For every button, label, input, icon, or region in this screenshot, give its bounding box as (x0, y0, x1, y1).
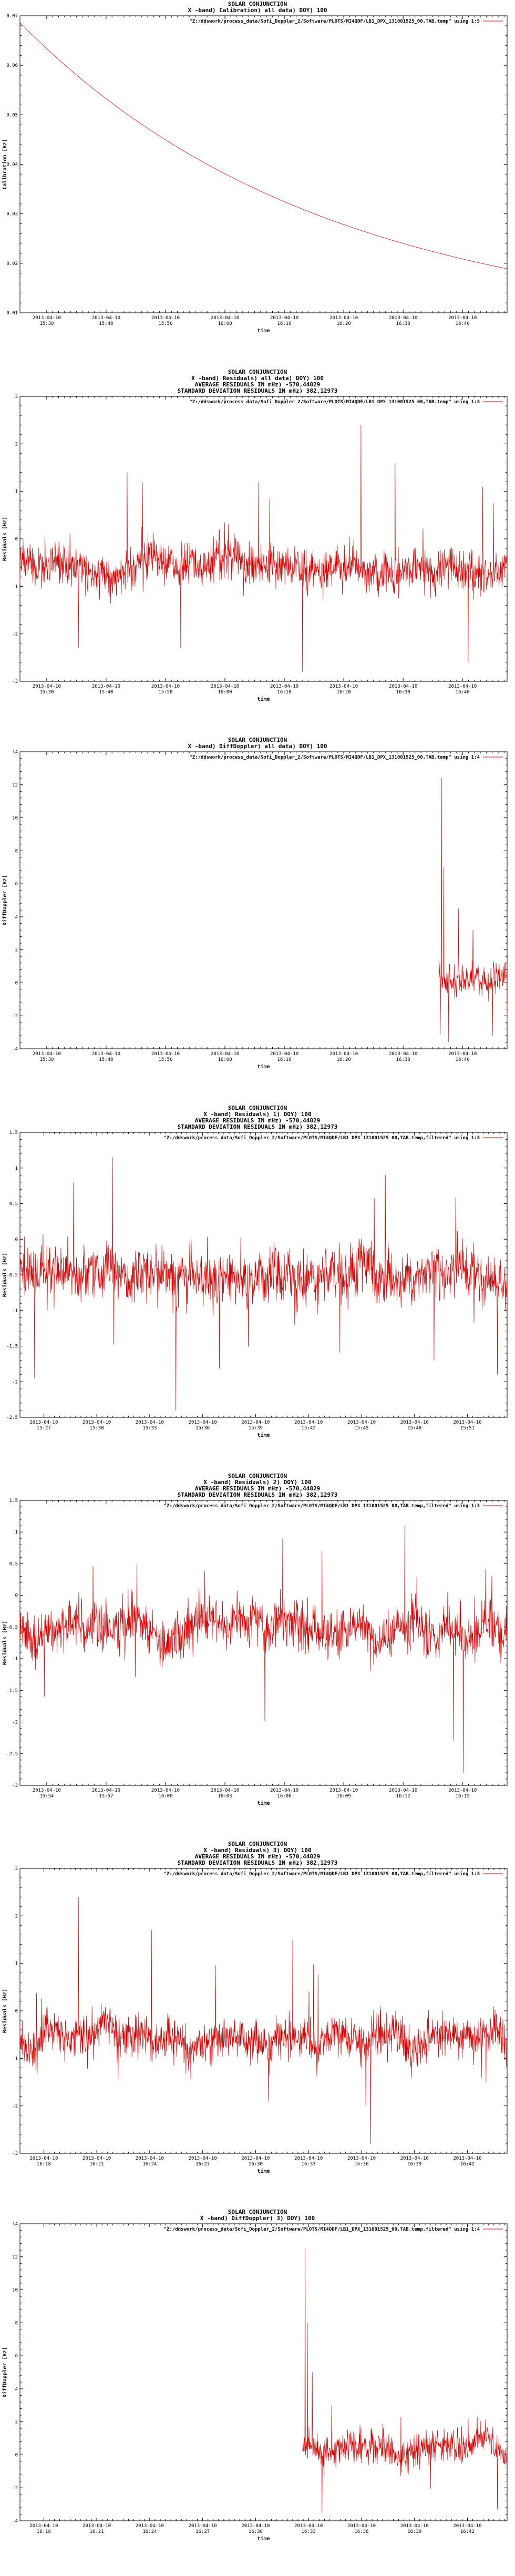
x-tick-date: 2013-04-10 (210, 1788, 240, 1793)
y-tick-label: -2 (12, 2486, 18, 2491)
x-tick-time: 16:21 (89, 2529, 104, 2534)
x-tick-time: 16:21 (89, 2162, 104, 2167)
x-tick-date: 2013-04-10 (294, 2523, 323, 2529)
chart-title-line: AVERAGE RESIDUALS IN mHz) -570,44829 (194, 1853, 321, 1860)
y-axis-label: DiffDoppler [Hz] (2, 2347, 8, 2398)
x-tick-time: 16:39 (407, 2529, 422, 2534)
x-tick-date: 2013-04-10 (448, 684, 477, 689)
x-tick-time: 15:50 (158, 321, 173, 326)
chart-title-line: STANDARD DEVIATION RESIDUALS IN mHz) 382,12973 (177, 1123, 338, 1130)
y-tick-label: -0.5 (6, 1273, 18, 1278)
y-tick-label: 10 (12, 815, 18, 821)
x-tick-date: 2013-04-10 (188, 1420, 217, 1425)
data-series-line (20, 1897, 507, 2144)
x-tick-time: 15:48 (407, 1426, 422, 1431)
chart-panel (0, 1472, 515, 1840)
y-tick-label: -1 (12, 2056, 18, 2062)
x-tick-date: 2013-04-10 (270, 1051, 299, 1057)
x-tick-time: 16:00 (218, 321, 232, 326)
x-tick-date: 2013-04-10 (448, 1788, 477, 1793)
x-tick-date: 2013-04-10 (29, 1420, 58, 1425)
x-tick-date: 2013-04-10 (188, 2156, 217, 2161)
y-tick-label: 0.07 (6, 14, 18, 19)
chart-svg (0, 1472, 515, 1840)
y-tick-label: 2 (15, 1914, 18, 1919)
y-tick-label: 6 (15, 882, 18, 887)
x-tick-time: 16:20 (336, 1057, 351, 1062)
chart-title-line: SOLAR CONJUNCTION (228, 1473, 287, 1479)
y-tick-label: 0.04 (6, 162, 18, 168)
x-tick-date: 2013-04-10 (400, 1420, 429, 1425)
x-tick-time: 16:40 (455, 690, 470, 695)
chart-title-line: STANDARD DEVIATION RESIDUALS IN mHz) 382,12973 (177, 1491, 338, 1498)
x-tick-date: 2013-04-10 (29, 2523, 58, 2529)
chart-title-line: X -band) Residuals) all data) DOY) 100 (191, 375, 324, 382)
x-tick-date: 2013-04-10 (32, 1788, 61, 1793)
y-tick-label: -4 (12, 2519, 18, 2524)
y-tick-label: -3 (12, 1783, 18, 1788)
x-tick-date: 2013-04-10 (329, 1051, 358, 1057)
x-tick-time: 15:51 (460, 1426, 475, 1431)
y-tick-label: 1 (15, 489, 18, 495)
x-tick-date: 2013-04-10 (188, 2523, 217, 2529)
chart-panel (0, 1104, 515, 1472)
chart-title-line: STANDARD DEVIATION RESIDUALS IN mHz) 382,12973 (177, 387, 338, 394)
y-axis-label: Residuals [Hz] (2, 1252, 8, 1297)
data-series-line (20, 1157, 507, 1410)
y-tick-label: 2 (15, 442, 18, 447)
data-series-line (439, 778, 507, 1042)
y-tick-label: 0.06 (6, 63, 18, 69)
chart-svg (0, 1840, 515, 2208)
y-tick-label: 0 (15, 2009, 18, 2014)
x-tick-date: 2013-04-10 (389, 315, 418, 321)
x-tick-time: 15:40 (99, 690, 114, 695)
x-tick-time: 16:20 (336, 690, 351, 695)
y-tick-label: 0.05 (6, 113, 18, 118)
x-tick-date: 2013-04-10 (151, 684, 180, 689)
x-tick-time: 15:50 (158, 1057, 173, 1062)
y-tick-label: -2 (12, 2103, 18, 2109)
legend-label: "Z:/ddswork/process_data/Sofi_Doppler_2/Software/PLOTS/MI4QDF/LB1_DPX_131001525_00,TAB.temp" using 1:5 (189, 19, 480, 24)
y-axis-label: DiffDoppler [Hz] (2, 875, 8, 926)
legend-label: "Z:/ddswork/process_data/Sofi_Doppler_2/Software/PLOTS/MI4QDF/LB1_DPX_131001525_00,TAB.temp" using 1:3 (189, 400, 480, 405)
x-tick-time: 16:42 (460, 2162, 475, 2167)
x-tick-time: 16:33 (301, 2162, 316, 2167)
x-tick-time: 16:40 (455, 1057, 470, 1062)
x-tick-time: 16:30 (396, 321, 410, 326)
x-tick-date: 2013-04-10 (241, 1420, 270, 1425)
y-tick-label: -1.5 (6, 1688, 18, 1694)
x-tick-date: 2013-04-10 (329, 315, 358, 321)
y-tick-label: -3 (12, 679, 18, 684)
y-tick-label: 0.5 (9, 1201, 18, 1207)
x-tick-date: 2013-04-10 (329, 684, 358, 689)
y-tick-label: 3 (15, 1866, 18, 1872)
x-tick-time: 16:30 (396, 1057, 410, 1062)
x-tick-time: 16:18 (36, 2162, 51, 2167)
x-tick-time: 16:20 (336, 321, 351, 326)
y-tick-label: 1.5 (9, 1130, 18, 1136)
y-tick-label: -1 (12, 584, 18, 590)
data-series-line (20, 425, 507, 672)
x-tick-time: 15:54 (39, 1794, 54, 1799)
x-tick-date: 2013-04-10 (91, 315, 121, 321)
y-tick-label: -4 (12, 1047, 18, 1052)
x-tick-date: 2013-04-10 (448, 315, 477, 321)
y-tick-label: 14 (12, 750, 18, 755)
x-tick-date: 2013-04-10 (389, 1788, 418, 1793)
y-tick-label: 0 (15, 980, 18, 986)
x-tick-time: 16:27 (195, 2529, 210, 2534)
y-tick-label: 12 (12, 782, 18, 788)
x-tick-date: 2013-04-10 (347, 2156, 376, 2161)
chart-svg (0, 736, 515, 1104)
x-tick-time: 16:33 (301, 2529, 316, 2534)
x-tick-time: 16:39 (407, 2162, 422, 2167)
x-tick-date: 2013-04-10 (329, 1788, 358, 1793)
chart-title-line: SOLAR CONJUNCTION (228, 1841, 287, 1847)
x-tick-date: 2013-04-10 (91, 1051, 121, 1057)
x-tick-time: 15:39 (248, 1426, 263, 1431)
x-axis-label: time (257, 328, 270, 334)
y-tick-label: -2 (12, 631, 18, 637)
x-tick-date: 2013-04-10 (151, 315, 180, 321)
chart-title-line: AVERAGE RESIDUALS IN mHz) -570,44829 (194, 1485, 321, 1492)
x-tick-date: 2013-04-10 (210, 315, 240, 321)
legend-label: "Z:/ddswork/process_data/Sofi_Doppler_2/Software/PLOTS/MI4QDF/LB1_DPX_131001525_00,TAB.temp" using 1:4 (189, 755, 480, 760)
x-tick-time: 16:10 (277, 690, 292, 695)
x-tick-time: 16:18 (36, 2529, 51, 2534)
y-tick-label: 2 (15, 2419, 18, 2425)
x-axis-label: time (257, 697, 270, 702)
y-tick-label: 0 (15, 1593, 18, 1599)
y-tick-label: -1 (12, 1308, 18, 1314)
x-tick-time: 16:36 (354, 2529, 369, 2534)
x-tick-time: 16:03 (218, 1794, 232, 1799)
x-tick-date: 2013-04-10 (83, 2523, 111, 2529)
legend-label: "Z:/ddswork/process_data/Sofi_Doppler_2/Software/PLOTS/MI4QDF/LB1_DPX_131001525_00,TAB.temp,filtered" using 1:4 (163, 2227, 480, 2232)
y-tick-label: -2.5 (6, 1415, 18, 1420)
x-tick-date: 2013-04-10 (29, 2156, 58, 2161)
x-tick-time: 16:00 (218, 1057, 232, 1062)
y-tick-label: 10 (12, 2287, 18, 2293)
x-tick-date: 2013-04-10 (135, 2156, 164, 2161)
x-tick-time: 16:30 (248, 2162, 263, 2167)
y-tick-label: -2 (12, 1720, 18, 1725)
x-axis-label: time (257, 2536, 270, 2542)
y-tick-label: -2.5 (6, 1751, 18, 1757)
chart-title-line: X -band) Residuals) 2) DOY) 100 (203, 1479, 312, 1486)
x-tick-date: 2013-04-10 (453, 2523, 482, 2529)
y-tick-label: -1.5 (6, 1344, 18, 1350)
x-tick-date: 2013-04-10 (294, 2156, 323, 2161)
y-tick-label: -0.5 (6, 1624, 18, 1630)
y-axis-label: Calibration [Hz] (2, 139, 8, 190)
data-series-line (303, 2248, 507, 2512)
chart-title-line: SOLAR CONJUNCTION (228, 1105, 287, 1111)
plot-frame (20, 396, 507, 681)
chart-panel (0, 736, 515, 1104)
x-tick-date: 2013-04-10 (241, 2523, 270, 2529)
y-tick-label: 8 (15, 2321, 18, 2326)
chart-title-line: X -band) Residuals) 1) DOY) 100 (203, 1111, 312, 1118)
x-tick-time: 15:40 (99, 1057, 114, 1062)
x-tick-time: 15:40 (99, 321, 114, 326)
y-tick-label: 0 (15, 537, 18, 542)
y-tick-label: 1 (15, 1530, 18, 1536)
x-tick-time: 16:06 (277, 1794, 292, 1799)
y-tick-label: 8 (15, 849, 18, 854)
legend-label: "Z:/ddswork/process_data/Sofi_Doppler_2/Software/PLOTS/MI4QDF/LB1_DPX_131001525_00,TAB.temp,filtered" using 1:3 (163, 1136, 480, 1141)
y-tick-label: 4 (15, 2386, 18, 2392)
x-tick-time: 16:24 (142, 2529, 157, 2534)
x-tick-date: 2013-04-10 (32, 684, 61, 689)
x-tick-date: 2013-04-10 (32, 1051, 61, 1057)
x-tick-date: 2013-04-10 (270, 315, 299, 321)
x-tick-time: 15:30 (39, 1057, 54, 1062)
x-tick-time: 15:57 (99, 1794, 114, 1799)
x-axis-label: time (257, 2169, 270, 2174)
x-axis-label: time (257, 1801, 270, 1806)
x-tick-date: 2013-04-10 (135, 1420, 164, 1425)
x-tick-date: 2013-04-10 (270, 1788, 299, 1793)
x-tick-date: 2013-04-10 (241, 2156, 270, 2161)
chart-title-line: SOLAR CONJUNCTION (228, 369, 287, 375)
x-tick-time: 16:40 (455, 321, 470, 326)
x-tick-time: 16:24 (142, 2162, 157, 2167)
x-tick-time: 16:36 (354, 2162, 369, 2167)
y-tick-label: 0 (15, 1237, 18, 1243)
x-tick-time: 16:42 (460, 2529, 475, 2534)
x-tick-time: 16:12 (396, 1794, 410, 1799)
x-tick-date: 2013-04-10 (210, 1051, 240, 1057)
x-tick-time: 15:30 (39, 690, 54, 695)
chart-panel (0, 0, 515, 368)
x-tick-date: 2013-04-10 (83, 1420, 111, 1425)
y-tick-label: -2 (12, 1379, 18, 1385)
x-tick-time: 15:33 (142, 1426, 157, 1431)
x-tick-date: 2013-04-10 (347, 1420, 376, 1425)
legend-label: "Z:/ddswork/process_data/Sofi_Doppler_2/Software/PLOTS/MI4QDF/LB1_DPX_131001525_00,TAB.temp,filtered" using 1:3 (163, 1504, 480, 1509)
x-tick-time: 16:15 (455, 1794, 470, 1799)
chart-svg (0, 2208, 515, 2576)
chart-panel (0, 1840, 515, 2208)
x-tick-date: 2013-04-10 (294, 1420, 323, 1425)
x-tick-time: 15:36 (195, 1426, 210, 1431)
x-tick-date: 2013-04-10 (91, 684, 121, 689)
y-axis-label: Residuals [Hz] (2, 1620, 8, 1665)
plot-frame (20, 752, 507, 1049)
x-tick-time: 15:45 (354, 1426, 369, 1431)
plot-frame (20, 16, 507, 313)
x-tick-date: 2013-04-10 (389, 684, 418, 689)
x-tick-date: 2013-04-10 (453, 2156, 482, 2161)
x-tick-time: 16:00 (158, 1794, 173, 1799)
chart-title-line: AVERAGE RESIDUALS IN mHz) -570,44829 (194, 381, 321, 388)
x-tick-time: 16:10 (277, 321, 292, 326)
y-tick-label: 0 (15, 2452, 18, 2458)
y-tick-label: 14 (12, 2222, 18, 2227)
x-tick-date: 2013-04-10 (389, 1051, 418, 1057)
x-tick-date: 2013-04-10 (32, 315, 61, 321)
y-tick-label: 12 (12, 2254, 18, 2260)
chart-panel (0, 368, 515, 736)
chart-title-line: X -band) Calibration) all data) DOY) 100 (188, 7, 327, 14)
chart-title-line: X -band) Residuals) 3) DOY) 100 (203, 1847, 312, 1854)
chart-title-line: SOLAR CONJUNCTION (228, 1, 287, 7)
x-axis-label: time (257, 1433, 270, 1438)
y-tick-label: -2 (12, 1014, 18, 1019)
x-tick-date: 2013-04-10 (347, 2523, 376, 2529)
data-series-line (20, 1526, 507, 1773)
x-tick-time: 16:09 (336, 1794, 351, 1799)
x-tick-time: 16:30 (396, 690, 410, 695)
x-tick-date: 2013-04-10 (448, 1051, 477, 1057)
y-tick-label: 0.02 (6, 261, 18, 267)
plot-frame (20, 2224, 507, 2521)
x-tick-time: 15:27 (36, 1426, 51, 1431)
x-tick-time: 15:42 (301, 1426, 316, 1431)
y-tick-label: 0.01 (6, 311, 18, 316)
y-tick-label: 1 (15, 1166, 18, 1171)
x-tick-date: 2013-04-10 (135, 2523, 164, 2529)
x-tick-date: 2013-04-10 (83, 2156, 111, 2161)
x-tick-date: 2013-04-10 (400, 2156, 429, 2161)
x-tick-time: 15:30 (89, 1426, 104, 1431)
y-tick-label: -3 (12, 2151, 18, 2156)
y-tick-label: 2 (15, 947, 18, 953)
x-tick-date: 2013-04-10 (91, 1788, 121, 1793)
y-axis-label: Residuals [Hz] (2, 516, 8, 561)
x-tick-date: 2013-04-10 (151, 1788, 180, 1793)
x-tick-date: 2013-04-10 (270, 684, 299, 689)
data-series-line (20, 23, 507, 269)
y-tick-label: 1 (15, 1961, 18, 1967)
x-tick-time: 16:10 (277, 1057, 292, 1062)
y-tick-label: 1.5 (9, 1498, 18, 1504)
y-tick-label: 0.5 (9, 1561, 18, 1567)
x-tick-time: 16:27 (195, 2162, 210, 2167)
y-tick-label: -1 (12, 1657, 18, 1662)
chart-title-line: SOLAR CONJUNCTION (228, 2209, 287, 2215)
chart-title-line: X -band) DiffDoppler) all data) DOY) 100 (188, 743, 327, 750)
x-tick-date: 2013-04-10 (400, 2523, 429, 2529)
x-tick-date: 2013-04-10 (151, 1051, 180, 1057)
y-axis-label: Residuals [Hz] (2, 1988, 8, 2033)
x-tick-time: 16:30 (248, 2529, 263, 2534)
x-tick-time: 15:30 (39, 321, 54, 326)
chart-title-line: X -band) DiffDoppler) 3) DOY) 100 (200, 2215, 315, 2222)
chart-title-line: SOLAR CONJUNCTION (228, 737, 287, 743)
y-tick-label: 4 (15, 914, 18, 920)
x-tick-time: 15:50 (158, 690, 173, 695)
x-tick-date: 2013-04-10 (453, 1420, 482, 1425)
chart-panel (0, 2208, 515, 2576)
chart-svg (0, 368, 515, 736)
chart-title-line: STANDARD DEVIATION RESIDUALS IN mHz) 382,12973 (177, 1859, 338, 1866)
x-tick-time: 16:00 (218, 690, 232, 695)
y-tick-label: 6 (15, 2354, 18, 2359)
y-tick-label: 0.03 (6, 211, 18, 217)
x-axis-label: time (257, 1064, 270, 1070)
y-tick-label: 3 (15, 394, 18, 400)
chart-title-line: AVERAGE RESIDUALS IN mHz) -570,44829 (194, 1117, 321, 1124)
chart-svg (0, 1104, 515, 1472)
chart-svg (0, 0, 515, 368)
legend-label: "Z:/ddswork/process_data/Sofi_Doppler_2/Software/PLOTS/MI4QDF/LB1_DPX_131001525_00,TAB.temp,filtered" using 1:3 (163, 1872, 480, 1877)
x-tick-date: 2013-04-10 (210, 684, 240, 689)
plot-frame (20, 1868, 507, 2153)
